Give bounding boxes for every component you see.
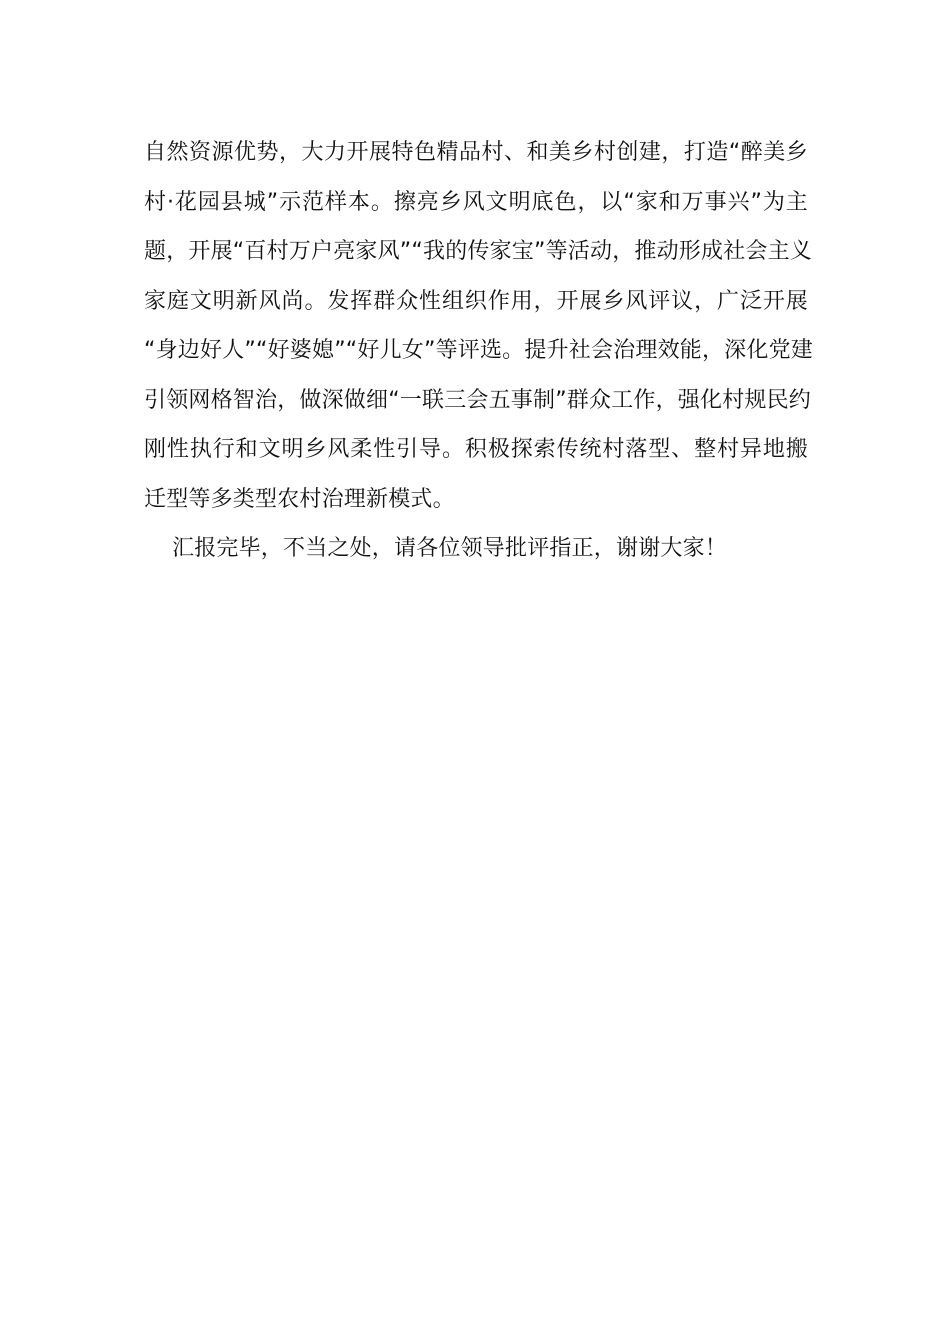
- paragraph-line: 自然资源优势，大力开展特色精品村、和美乡村创建，打造“醉美乡: [144, 140, 808, 165]
- paragraph-line: “身边好人”“好婆媳”“好儿女”等评选。提升社会治理效能，深化党建: [144, 338, 813, 363]
- paragraph-line: 村·花园县城”示范样本。擦亮乡风文明底色，以“家和万事兴”为主: [144, 189, 808, 215]
- paragraph-line: 家庭文明新风尚。发挥群众性组织作用，开展乡风评议，广泛开展: [144, 288, 808, 314]
- closing-remark: 汇报完毕，不当之处，请各位领导批评指正，谢谢大家！: [172, 536, 728, 561]
- paragraph-line: 题，开展“百村万户亮家风”“我的传家宝”等活动，推动形成社会主义: [144, 239, 812, 264]
- body-paragraph: [144, 128, 813, 524]
- document-body: [144, 128, 813, 574]
- paragraph-line: 迁型等多类型农村治理新模式。: [144, 486, 455, 512]
- paragraph-line: 刚性执行和文明乡风柔性引导。积极探索传统村落型、整村异地搬: [144, 437, 808, 462]
- paragraph-line: 引领网格智治，做深做细“一联三会五事制”群众工作，强化村规民约: [144, 387, 811, 413]
